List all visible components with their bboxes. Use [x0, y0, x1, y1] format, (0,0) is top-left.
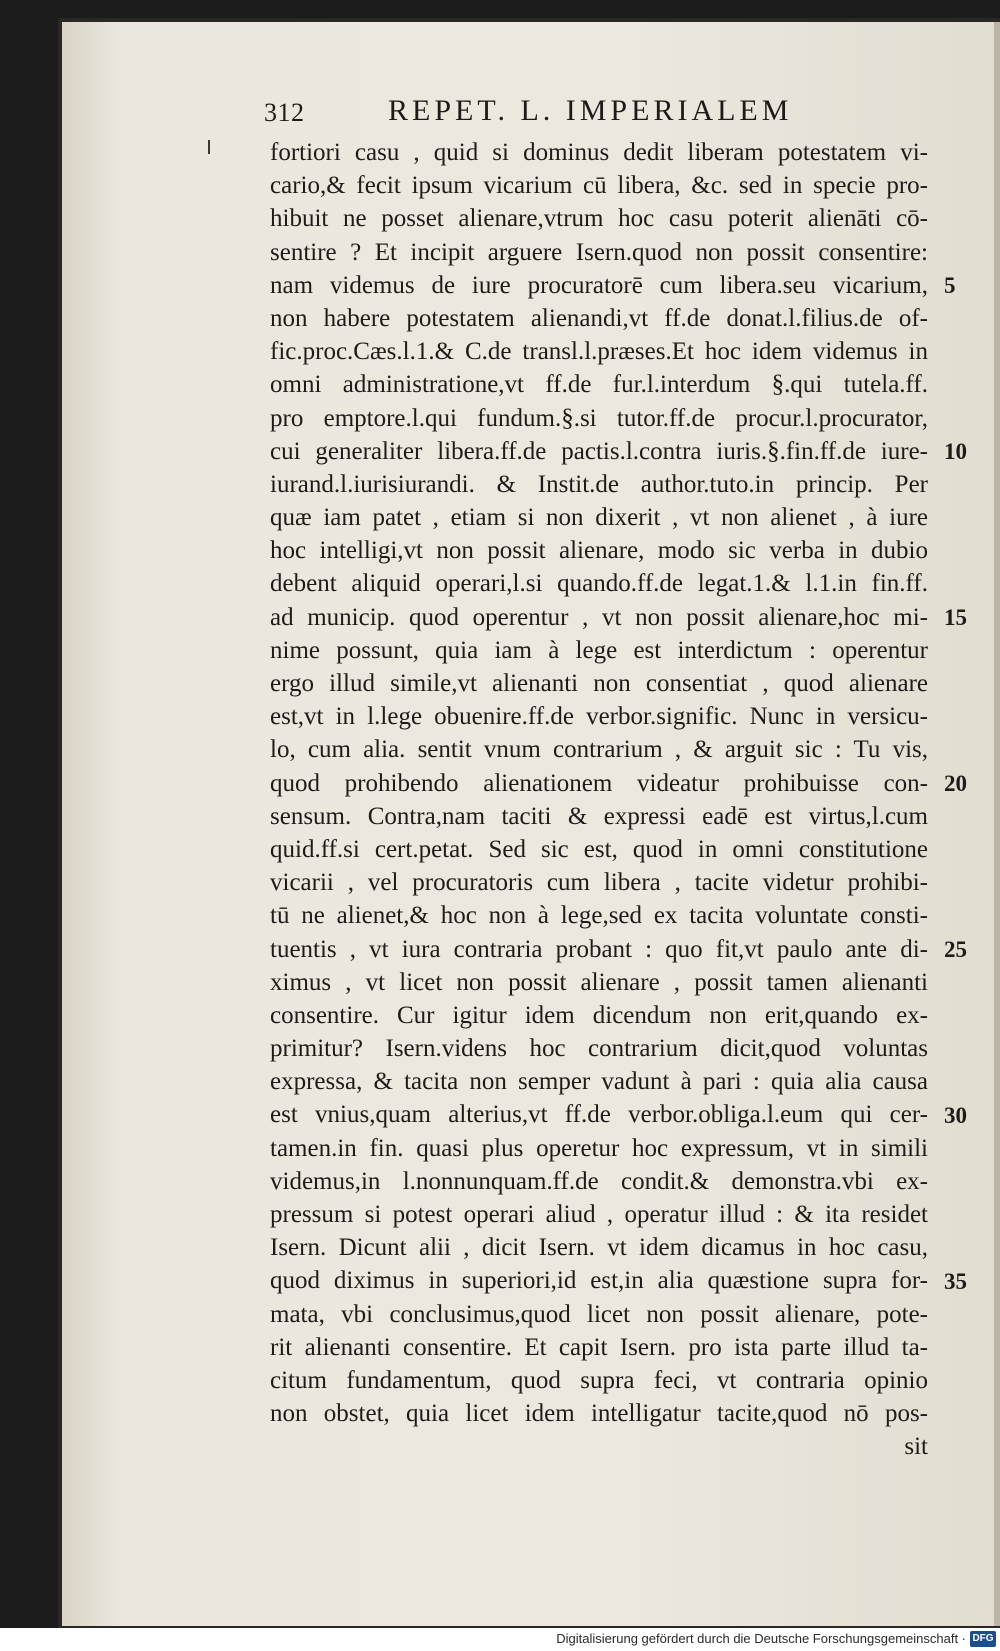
text-line: quod diximus in superiori,id est,in alia quæstione supra for- — [270, 1267, 928, 1295]
margin-line-number: 25 — [944, 936, 967, 962]
margin-line-number: 15 — [944, 604, 967, 630]
text-line: debent aliquid operari,l.si quando.ff.de legat.1.& l.1.in fin.ff. — [270, 570, 928, 598]
text-line: cario,& fecit ipsum vicarium cū libera, &c. sed in specie pro- — [270, 172, 928, 200]
line-number-margin — [944, 0, 1000, 1651]
text-line: citum fundamentum, quod supra feci, vt contraria opinio — [270, 1366, 928, 1394]
margin-tick-mark — [208, 140, 210, 154]
body-text — [270, 136, 928, 1464]
footer-bar — [0, 1628, 1000, 1651]
page-number: 312 — [264, 98, 305, 127]
text-line: videmus,in l.nonnunquam.ff.de condit.& demonstra.vbi ex- — [270, 1167, 928, 1195]
running-head — [264, 92, 864, 132]
text-line: omni administratione,vt ff.de fur.l.interdum §.qui tutela.ff. — [270, 371, 928, 399]
text-line: fic.proc.Cæs.l.1.& C.de transl.l.præses.Et hoc idem videmus in — [270, 338, 928, 366]
text-line: quæ iam patet , etiam si non dixerit , vt non alienet , à iure — [270, 504, 928, 532]
funding-credit: Digitalisierung gefördert durch die Deutsche Forschungsgemeinschaft · — [556, 1631, 966, 1646]
margin-line-number: 5 — [944, 272, 956, 298]
text-line: consentire. Cur igitur idem dicendum non erit,quando ex- — [270, 1001, 928, 1029]
text-line: iurand.l.iurisiurandi. & Instit.de author.tuto.in princip. Per — [270, 470, 928, 498]
text-line: sentire ? Et incipit arguere Isern.quod non possit consentire: — [270, 238, 928, 266]
text-line: fortiori casu , quid si dominus dedit liberam potestatem vi- — [270, 139, 928, 166]
text-line: est,vt in l.lege obuenire.ff.de verbor.signific. Nunc in versicu- — [270, 703, 928, 731]
text-line: non obstet, quia licet idem intelligatur tacite,quod nō pos- — [270, 1400, 928, 1428]
margin-line-number: 30 — [944, 1102, 967, 1128]
text-line: quid.ff.si cert.petat. Sed sic est, quod in omni constitutione — [270, 835, 928, 863]
margin-line-number: 35 — [944, 1268, 967, 1294]
text-line: ergo illud simile,vt alienanti non consentiat , quod alienare — [270, 670, 928, 697]
margin-line-number: 20 — [944, 770, 967, 796]
margin-line-number: 10 — [944, 438, 967, 464]
text-line: lo, cum alia. sentit vnum contrarium , & arguit sic : Tu vis, — [270, 736, 928, 764]
text-line: ad municip. quod operentur , vt non possit alienare,hoc mi- — [270, 603, 928, 631]
text-line: nime possunt, quia iam à lege est interdictum : operentur — [270, 636, 928, 664]
text-line: hoc intelligi,vt non possit alienare, modo sic verba in dubio — [270, 537, 928, 565]
text-line: est vnius,quam alterius,vt ff.de verbor.obliga.l.eum qui cer- — [270, 1101, 928, 1129]
text-line: sensum. Contra,nam taciti & expressi eadē est virtus,l.cum — [270, 802, 928, 830]
text-line: mata, vbi conclusimus,quod licet non possit alienare, pote- — [270, 1300, 928, 1328]
text-line: non habere potestatem alienandi,vt ff.de donat.l.filius.de of- — [270, 304, 928, 332]
text-line: quod prohibendo alienationem videatur prohibuisse con- — [270, 769, 928, 797]
text-line: tamen.in fin. quasi plus operetur hoc expressum, vt in simili — [270, 1134, 928, 1162]
text-line: sit — [904, 1433, 928, 1461]
text-line: nam videmus de iure procuratorē cum libera.seu vicarium, — [270, 271, 928, 299]
text-line: Isern. Dicunt alii , dicit Isern. vt idem dicamus in hoc casu, — [270, 1234, 928, 1262]
text-line: ximus , vt licet non possit alienare , possit tamen alienanti — [270, 968, 928, 996]
running-title: REPET. L. IMPERIALEM — [388, 94, 793, 127]
text-line: primitur? Isern.videns hoc contrarium dicit,quod voluntas — [270, 1035, 928, 1063]
text-line: tuentis , vt iura contraria probant : quo fit,vt paulo ante di- — [270, 935, 928, 963]
text-line: cui generaliter libera.ff.de pactis.l.contra iuris.§.fin.ff.de iure- — [270, 437, 928, 465]
text-line: hibuit ne posset alienare,vtrum hoc casu poterit alienāti cō- — [270, 205, 928, 233]
text-line: vicarii , vel procuratoris cum libera , tacite videtur prohibi- — [270, 869, 928, 897]
text-line: tū ne alienet,& hoc non à lege,sed ex tacita voluntate consti- — [270, 902, 928, 930]
text-line: expressa, & tacita non semper vadunt à pari : quia alia causa — [270, 1068, 928, 1096]
text-line: pro emptore.l.qui fundum.§.si tutor.ff.de procur.l.procurator, — [270, 404, 928, 432]
text-line: rit alienanti consentire. Et capit Isern. pro ista parte illud ta- — [270, 1333, 928, 1361]
text-line: pressum si potest operari aliud , operatur illud : & ita residet — [270, 1201, 928, 1228]
dfg-logo: DFG — [970, 1631, 996, 1647]
